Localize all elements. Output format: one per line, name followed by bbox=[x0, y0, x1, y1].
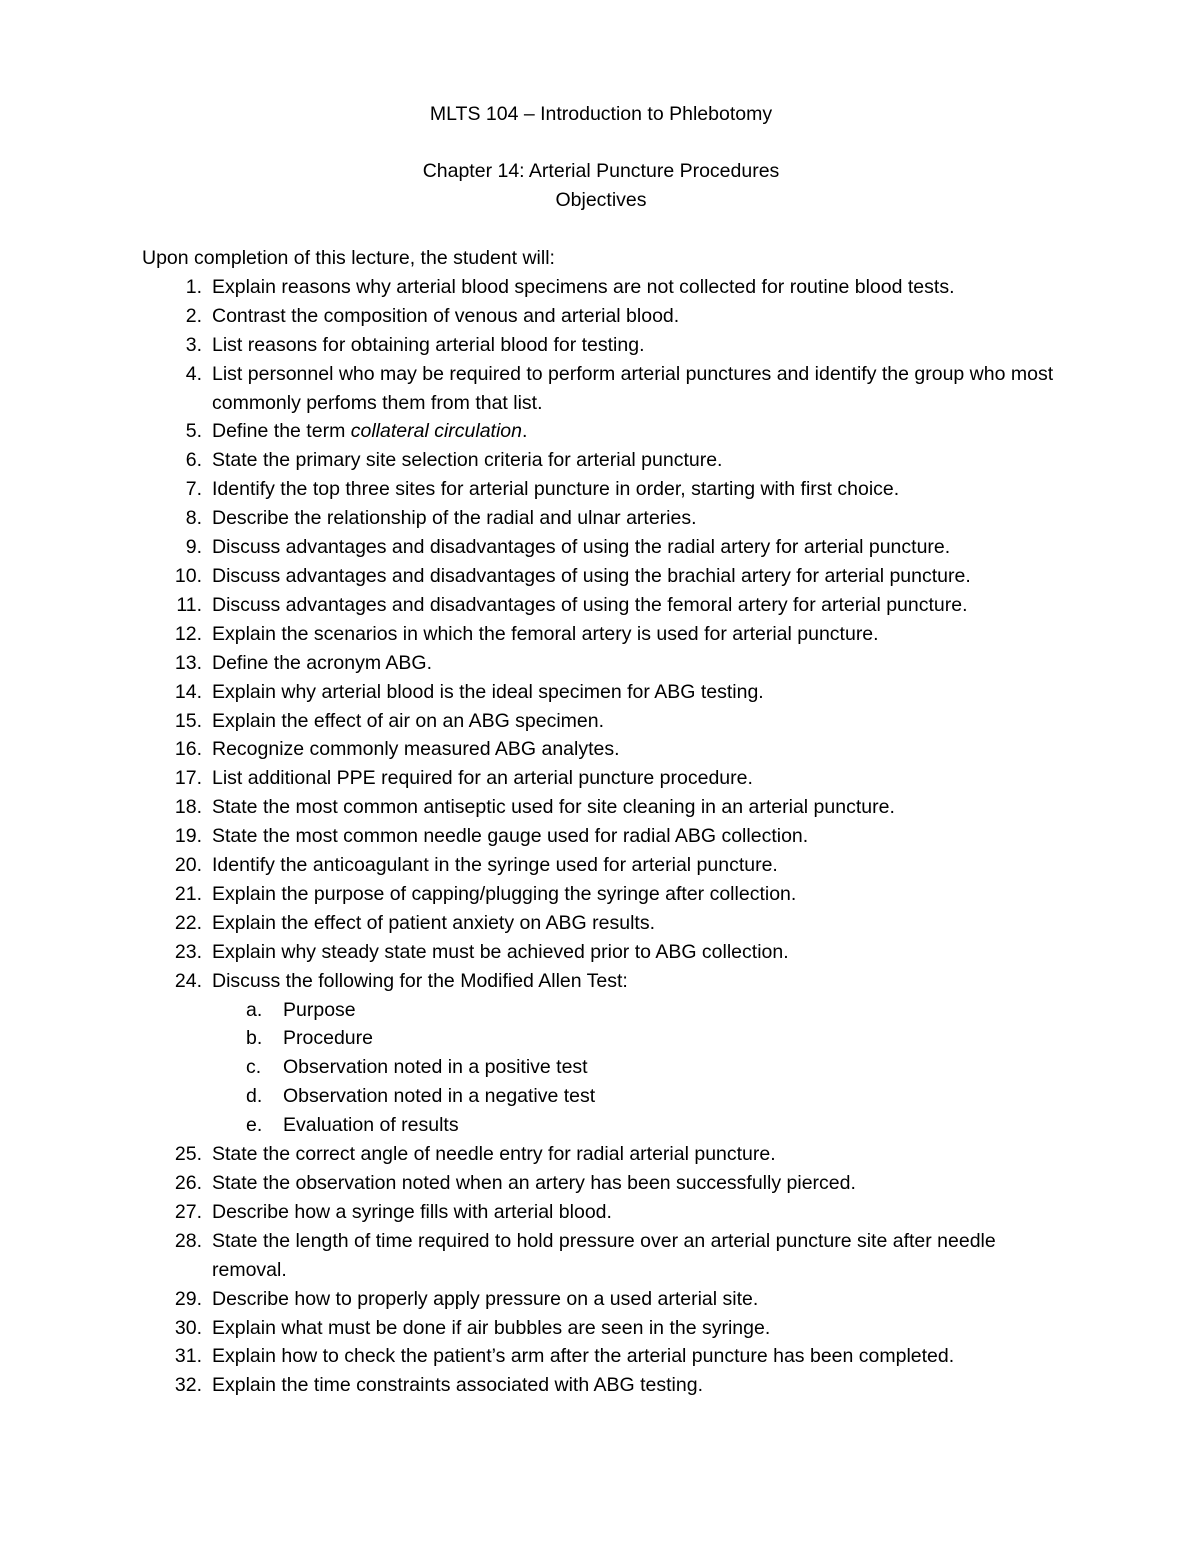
objective-item: 12. Explain the scenarios in which the femoral artery is used for arterial puncture. bbox=[174, 622, 879, 645]
objective-item: 7. Identify the top three sites for arterial puncture in order, starting with first choice. bbox=[185, 478, 900, 501]
objective-item: 30. Explain what must be done if air bubbles are seen in the syringe. bbox=[174, 1316, 771, 1339]
objective-item: 3. List reasons for obtaining arterial blood for testing. bbox=[185, 333, 645, 356]
objective-item: 2. Contrast the composition of venous and arterial blood. bbox=[185, 304, 680, 327]
objective-item: 13. Define the acronym ABG. bbox=[174, 651, 433, 674]
objectives-heading: Objectives bbox=[555, 189, 647, 211]
sub-item: e. Evaluation of results bbox=[246, 1114, 459, 1137]
sub-item: b. Procedure bbox=[246, 1027, 373, 1050]
objective-item: 29. Describe how to properly apply pressure on a used arterial site. bbox=[174, 1287, 759, 1310]
italic-term: collateral circulation bbox=[350, 420, 522, 443]
objective-item: 4. List personnel who may be required to perform arterial punctures and identify the group who most commonly perfoms them from that list. bbox=[185, 362, 1054, 414]
course-title: MLTS 104 – Introduction to Phlebotomy bbox=[429, 103, 773, 125]
objective-item: 9. Discuss advantages and disadvantages of using the radial artery for arterial puncture. bbox=[185, 536, 951, 559]
objective-item: 10. Discuss advantages and disadvantages of using the brachial artery for arterial puncture. bbox=[174, 564, 971, 587]
objectives-list bbox=[142, 273, 1060, 1400]
objective-item: 26. State the observation noted when an artery has been successfully pierced. bbox=[174, 1172, 856, 1194]
objective-item: 20. Identify the anticoagulant in the syringe used for arterial puncture. bbox=[174, 854, 778, 877]
chapter-header bbox=[142, 157, 1060, 215]
sub-item: c. Observation noted in a positive test bbox=[246, 1056, 588, 1079]
objective-item: 5. Define the term collateral circulation. bbox=[185, 420, 528, 443]
objective-item: 32. Explain the time constraints associated with ABG testing. bbox=[174, 1374, 703, 1397]
objective-item: 11. Discuss advantages and disadvantages of using the femoral artery for arterial puncture. bbox=[176, 593, 968, 616]
objective-item: 28. State the length of time required to hold pressure over an arterial puncture site after needle removal. bbox=[174, 1229, 996, 1281]
objective-item: 22. Explain the effect of patient anxiety on ABG results. bbox=[174, 911, 655, 934]
chapter-title: Chapter 14: Arterial Puncture Procedures bbox=[422, 160, 780, 182]
objective-item: 6. State the primary site selection criteria for arterial puncture. bbox=[185, 449, 723, 472]
objective-item: 15. Explain the effect of air on an ABG specimen. bbox=[174, 709, 605, 732]
objective-item: 1. Explain reasons why arterial blood specimens are not collected for routine blood tests. bbox=[185, 275, 955, 298]
objective-item: 19. State the most common needle gauge used for radial ABG collection. bbox=[174, 825, 809, 848]
objective-item: 27. Describe how a syringe fills with arterial blood. bbox=[174, 1200, 612, 1223]
intro-text: Upon completion of this lecture, the student will: bbox=[142, 247, 555, 269]
objective-item: 14. Explain why arterial blood is the ideal specimen for ABG testing. bbox=[174, 680, 764, 703]
objective-item: 8. Describe the relationship of the radial and ulnar arteries. bbox=[185, 507, 697, 530]
sub-item: a. Purpose bbox=[246, 998, 356, 1021]
objective-item: 18. State the most common antiseptic used for site cleaning in an arterial puncture. bbox=[174, 796, 895, 819]
objective-item: 23. Explain why steady state must be achieved prior to ABG collection. bbox=[174, 940, 789, 963]
objective-item: 17. List additional PPE required for an arterial puncture procedure. bbox=[174, 767, 753, 790]
objective-item: 31. Explain how to check the patient’s arm after the arterial puncture has been completed. bbox=[174, 1345, 955, 1368]
objective-item: 16. Recognize commonly measured ABG analytes. bbox=[174, 738, 620, 761]
sub-item: d. Observation noted in a negative test bbox=[246, 1085, 596, 1108]
objective-item: 24. Discuss the following for the Modified Allen Test: a. Purpose b. Procedure c. Observation noted in a positive test d. Observation noted in a negative test e. Evaluation of results bbox=[142, 967, 1060, 1140]
allen-test-sublist bbox=[212, 996, 1060, 1141]
objective-item: 21. Explain the purpose of capping/plugging the syringe after collection. bbox=[174, 882, 797, 905]
objective-item: 25. State the correct angle of needle entry for radial arterial puncture. bbox=[174, 1143, 776, 1166]
